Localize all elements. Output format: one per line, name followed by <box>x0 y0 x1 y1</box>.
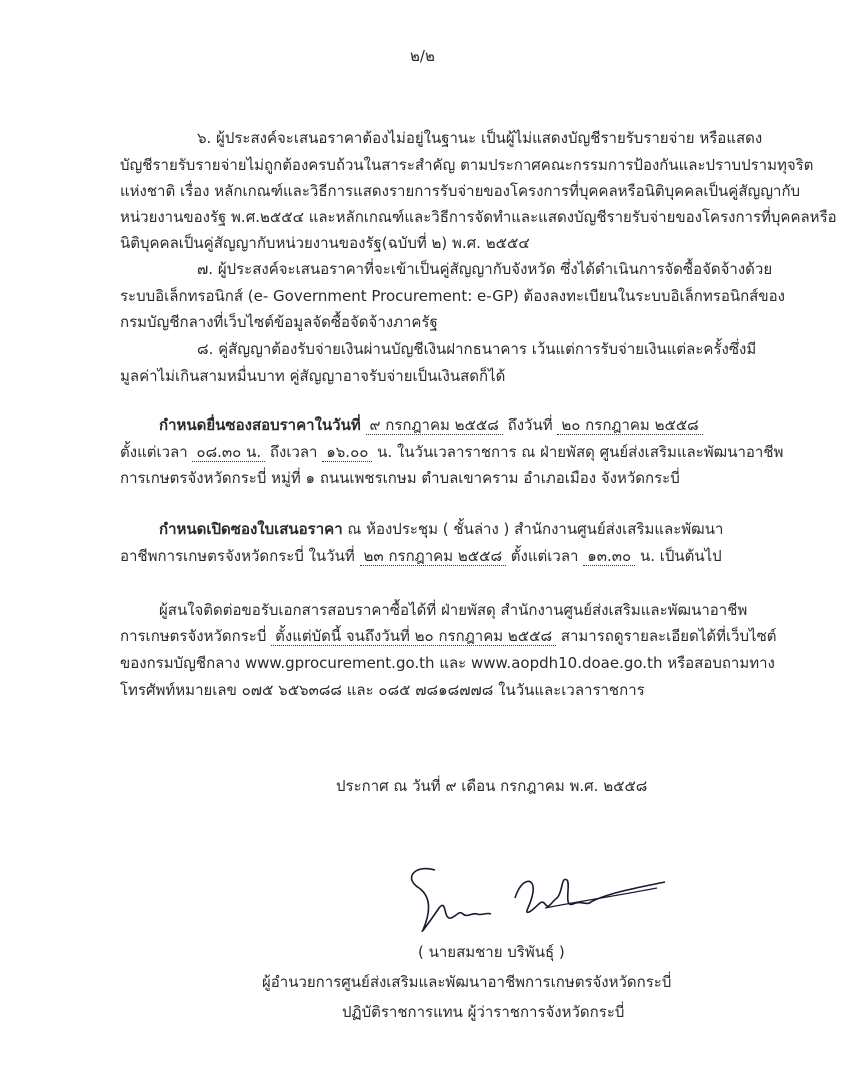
clause-6-line-4: หน่วยงานของรัฐ พ.ศ.๒๕๕๔ และหลักเกณฑ์และวิธีการจัดทำและแสดงบัญชีรายรับจ่ายของโครงการที่บุคคลหรือ <box>120 208 837 226</box>
page-number: ๒/๒ <box>410 47 435 65</box>
open-heading: กำหนดเปิดซองใบเสนอราคา <box>159 520 343 538</box>
open-date-label: อาชีพการเกษตรจังหวัดกระบี่ ในวันที่ <box>120 547 355 565</box>
open-line-2 <box>120 546 722 566</box>
open-time: ๑๓.๓๐ <box>583 547 635 566</box>
submit-heading: กำหนดยื่นซองสอบราคาในวันที่ <box>159 416 361 434</box>
signer-acting: ปฏิบัติราชการแทน ผู้ว่าราชการจังหวัดกระบี่ <box>342 1003 625 1021</box>
clause-7-line-3: กรมบัญชีกลางที่เว็บไซต์ข้อมูลจัดซื้อจัดจ้างภาครัฐ <box>120 313 438 331</box>
contact-province: การเกษตรจังหวัดกระบี่ <box>120 627 267 645</box>
signer-title: ผู้อำนวยการศูนย์ส่งเสริมและพัฒนาอาชีพการเกษตรจังหวัดกระบี่ <box>262 973 672 991</box>
clause-6-line-5: นิติบุคคลเป็นคู่สัญญากับหน่วยงานของรัฐ(ฉบับที่ ๒) พ.ศ. ๒๕๕๔ <box>120 234 530 252</box>
clause-6-line-1: ๖. ผู้ประสงค์จะเสนอราคาต้องไม่อยู่ในฐานะ เป็นผู้ไม่แสดงบัญชีรายรับรายจ่าย หรือแสดง <box>197 129 763 147</box>
signer-name: ( นายสมชาย บริพันธุ์ ) <box>418 943 565 961</box>
clause-8-line-2: มูลค่าไม่เกินสามหมื่นบาท คู่สัญญาอาจรับจ่ายเป็นเงินสดก็ได้ <box>120 367 506 385</box>
submit-date-to: ๒๐ กรกฎาคม ๒๕๕๘ <box>557 416 702 435</box>
open-line-1 <box>159 519 723 539</box>
open-date: ๒๓ กรกฎาคม ๒๕๕๘ <box>360 547 506 566</box>
submit-time-from: ๐๘.๓๐ น. <box>192 443 265 462</box>
submit-line-2 <box>120 442 783 462</box>
signature <box>395 858 675 938</box>
submit-to-time-label: ถึงเวลา <box>269 443 318 461</box>
open-location: ณ ห้องประชุม ( ชั้นล่าง ) สำนักงานศูนย์ส่งเสริมและพัฒนา <box>347 520 724 538</box>
clause-6-line-2: บัญชีรายรับรายจ่ายไม่ถูกต้องครบถ้วนในสาระสำคัญ ตามประกาศคณะกรรมการป้องกันและปราบปรามทุจริต <box>120 156 814 174</box>
open-time-label: ตั้งแต่เวลา <box>510 547 579 565</box>
clause-7-line-2: ระบบอิเล็กทรอนิกส์ (e- Government Procurement: e-GP) ต้องลงทะเบียนในระบบอิเล็กทรอนิกส์ของ <box>120 287 785 305</box>
contact-line-3: ของกรมบัญชีกลาง www.gprocurement.go.th และ www.aopdh10.doae.go.th หรือสอบถามทาง <box>120 654 775 672</box>
open-line-end: น. เป็นต้นไป <box>639 547 722 565</box>
submit-location: น. ในวันเวลาราชการ ณ ฝ่ายพัสดุ ศูนย์ส่งเสริมและพัฒนาอาชีพ <box>377 443 784 461</box>
submit-time-to: ๑๖.๐๐ <box>322 443 372 462</box>
submit-until-label: ถึงวันที่ <box>507 416 553 434</box>
submit-from-time-label: ตั้งแต่เวลา <box>120 443 188 461</box>
contact-line-2 <box>120 626 777 646</box>
clause-6-line-3: แห่งชาติ เรื่อง หลักเกณฑ์และวิธีการแสดงรายการรับจ่ายของโครงการที่บุคคลหรือนิติบุคคลเป็นคู่สัญญากับ <box>120 182 801 200</box>
submit-line-3: การเกษตรจังหวัดกระบี่ หมู่ที่ ๑ ถนนเพชรเกษม ตำบลเขาคราม อำเภอเมือง จังหวัดกระบี่ <box>120 469 680 487</box>
clause-7-line-1: ๗. ผู้ประสงค์จะเสนอราคาที่จะเข้าเป็นคู่สัญญากับจังหวัด ซึ่งได้ดำเนินการจัดซื้อจัดจ้างด้วย <box>197 260 773 278</box>
contact-line-4: โทรศัพท์หมายเลข ๐๗๕ ๖๕๖๓๘๘ และ ๐๘๕ ๗๘๑๘๗๗๘ ในวันและเวลาราชการ <box>120 681 645 699</box>
announcement-date: ประกาศ ณ วันที่ ๙ เดือน กรกฎาคม พ.ศ. ๒๕๕๘ <box>336 777 648 795</box>
submit-date-from: ๙ กรกฎาคม ๒๕๕๘ <box>366 416 503 435</box>
contact-period: ตั้งแต่บัดนี้ จนถึงวันที่ ๒๐ กรกฎาคม ๒๕๕๘ <box>271 627 556 646</box>
contact-line-1: ผู้สนใจติดต่อขอรับเอกสารสอบราคาซื้อได้ที่ ฝ่ายพัสดุ สำนักงานศูนย์ส่งเสริมและพัฒนาอาชีพ <box>159 601 748 619</box>
submit-line-1 <box>159 415 703 435</box>
contact-website-note: สามารถดูรายละเอียดได้ที่เว็บไซต์ <box>560 627 777 645</box>
clause-8-line-1: ๘. คู่สัญญาต้องรับจ่ายเงินผ่านบัญชีเงินฝากธนาคาร เว้นแต่การรับจ่ายเงินแต่ละครั้งซึ่งมี <box>197 340 757 358</box>
